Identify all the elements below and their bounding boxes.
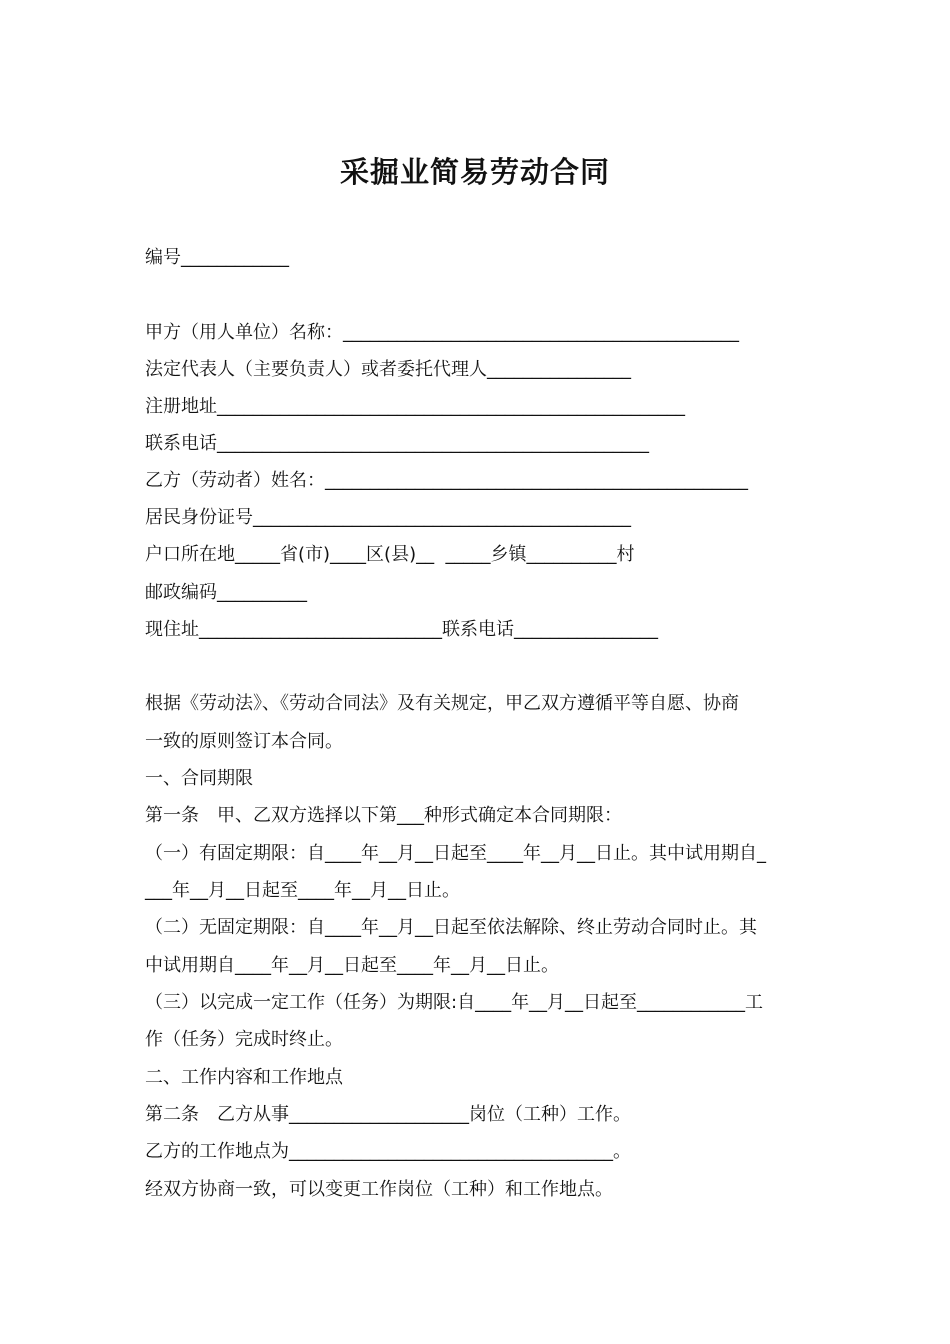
term-option-1-line-2: ___年__月__日起至____年__月__日止。 [145, 880, 460, 901]
id-number-line: 居民身份证号__________________________________________ [145, 507, 631, 528]
term-option-2-line-1: （二）无固定期限：自____年__月__日起至依法解除、终止劳动合同时止。其 [145, 917, 757, 938]
term-option-2-line-2: 中试用期自____年__月__日起至____年__月__日止。 [145, 955, 559, 976]
change-agreement-line: 经双方协商一致，可以变更工作岗位（工种）和工作地点。 [145, 1179, 613, 1200]
term-option-3-line-2: 作（任务）完成时终止。 [145, 1029, 343, 1050]
party-a-phone-line: 联系电话________________________________________________ [145, 433, 649, 454]
contract-number-line: 编号____________ [145, 247, 289, 268]
term-option-3-line-1: （三）以完成一定工作（任务）为期限:自____年__月__日起至____________工 [145, 992, 764, 1013]
section-2-heading: 二、工作内容和工作地点 [145, 1067, 343, 1088]
article-1-line: 第一条 甲、乙双方选择以下第___种形式确定本合同期限： [145, 805, 622, 826]
preamble-line-1: 根据《劳动法》、《劳动合同法》及有关规定，甲乙双方遵循平等自愿、协商 [145, 693, 739, 714]
document-title: 采掘业简易劳动合同 [339, 155, 610, 189]
term-option-1-line-1: （一）有固定期限：自____年__月__日起至____年__月__日止。其中试用期自_ [145, 843, 766, 864]
work-location-line: 乙方的工作地点为____________________________________。 [145, 1141, 631, 1162]
preamble-line-2: 一致的原则签订本合同。 [145, 731, 343, 752]
current-address-line: 现住址___________________________联系电话________________ [145, 619, 658, 640]
party-b-name-line: 乙方（劳动者）姓名：_______________________________________________ [145, 470, 748, 491]
registered-address-line: 注册地址____________________________________________________ [145, 396, 685, 417]
article-2-line: 第二条 乙方从事____________________岗位（工种）工作。 [145, 1104, 631, 1125]
legal-representative-line: 法定代表人（主要负责人）或者委托代理人________________ [145, 359, 631, 380]
household-registration-line: 户口所在地_____省(市)____区(县)__ _____乡镇__________村 [145, 544, 635, 565]
party-a-name-line: 甲方（用人单位）名称：____________________________________________ [145, 322, 739, 343]
section-1-heading: 一、合同期限 [145, 768, 253, 789]
postal-code-line: 邮政编码__________ [145, 582, 307, 603]
